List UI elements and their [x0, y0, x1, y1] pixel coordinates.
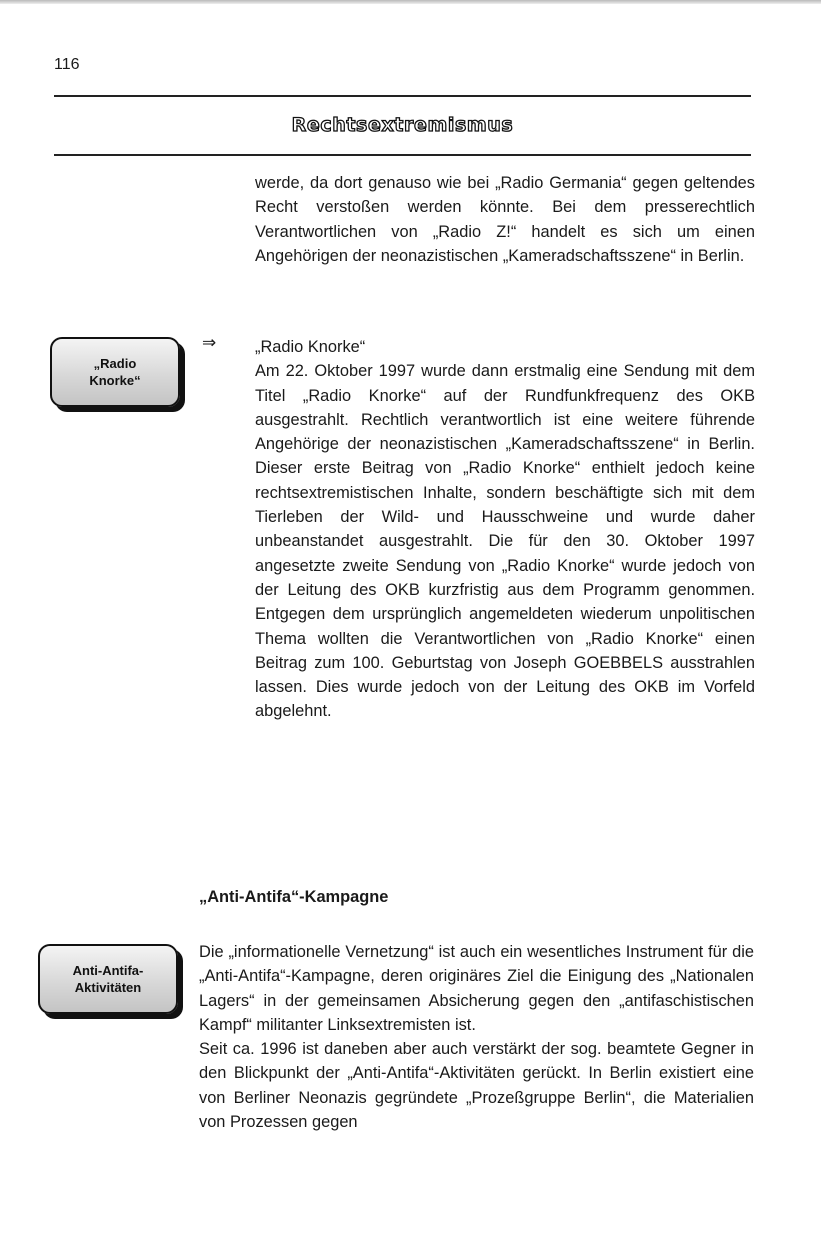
running-title: Rechtsextremismus: [291, 114, 514, 136]
margin-box-anti-antifa: [38, 944, 178, 1014]
paragraph-radio-z-text: werde, da dort genauso wie bei „Radio Germania“ gegen geltendes Recht verstoßen werden könnte. Bei dem presserechtlich Verantwortlichen von „Radio Z!“ handelt es sich um einen Angehörigen der neonazistischen „Kameradschaftsszene“ in Berlin.: [255, 174, 755, 265]
page-number: 116: [54, 56, 80, 73]
section-heading-anti-antifa: „Anti-Antifa“-Kampagne: [199, 888, 389, 906]
anti-antifa-paragraph-2: Seit ca. 1996 ist daneben aber auch verstärkt der sog. beamtete Gegner in den Blickpunkt der „Anti-Antifa“-Aktivitäten gerückt. In Berlin existiert eine von Berliner Neonazis gegründete „Prozeßgruppe Berlin“, die Materialien von Prozessen gegen: [199, 1040, 754, 1132]
section-radio-knorke: [255, 335, 755, 724]
margin-box-anti-antifa-line2: Aktivitäten: [74, 980, 142, 995]
header-rule-bottom: [54, 154, 751, 156]
margin-box-anti-antifa-line1: Anti-Antifa-: [72, 963, 144, 978]
radio-knorke-title: „Radio Knorke“: [255, 338, 366, 356]
margin-box-radio-knorke: [50, 337, 180, 407]
scan-edge: [0, 0, 821, 4]
paragraph-radio-z: [255, 171, 755, 268]
anti-antifa-paragraph-1: Die „informationelle Vernetzung“ ist auch ein wesentliches Instrument für die „Anti-Antifa“-Kampagne, deren originäres Ziel die Einigung des „Nationalen Lagers“ in der gemeinsamen Absicherung gegen den „antifaschistischen Kampf“ militanter Linksextremisten ist.: [199, 943, 754, 1034]
margin-box-radio-knorke-line1: „Radio: [93, 356, 137, 371]
margin-box-radio-knorke-line2: Knorke“: [89, 373, 141, 388]
arrow-icon: ⇒: [202, 333, 217, 352]
radio-knorke-body: Am 22. Oktober 1997 wurde dann erstmalig eine Sendung mit dem Titel „Radio Knorke“ auf der Rundfunkfrequenz des OKB ausgestrahlt. Rechtlich verantwortlich ist eine weitere führende Angehörige der neonazistischen „Kameradschaftsszene“ in Berlin. Dieser erste Beitrag von „Radio Knorke“ enthielt jedoch keine rechtsextremistischen Inhalte, sondern beschäftigte sich mit dem Tierleben der Wild- und Hausschweine und wurde daher unbeanstandet ausgestrahlt. Die für den 30. Oktober 1997 angesetzte zweite Sendung von „Radio Knorke“ wurde jedoch von der Leitung des OKB kurzfristig aus dem Programm genommen. Entgegen dem ursprünglich angemeldeten wiederum unpolitischen Thema wollten die Verantwortlichen von „Radio Knorke“ einen Beitrag zum 100. Geburtstag von Joseph GOEBBELS ausstrahlen lassen. Dies wurde jedoch von der Leitung des OKB im Vorfeld abgelehnt.: [255, 362, 755, 721]
header-rule-top: [54, 95, 751, 97]
section-anti-antifa: [199, 940, 754, 1134]
